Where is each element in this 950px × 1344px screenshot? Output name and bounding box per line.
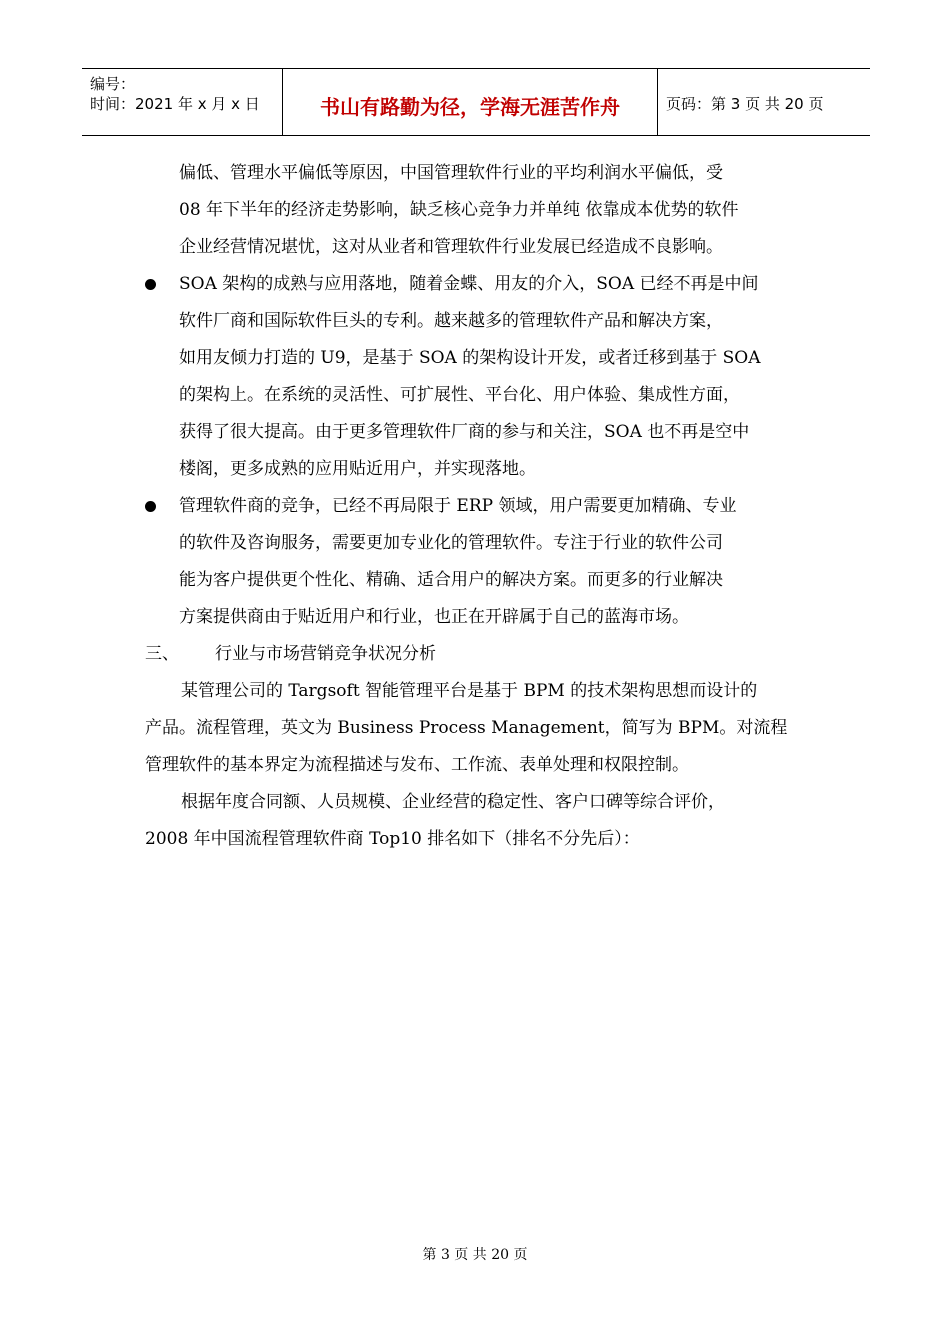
bullet-dot-icon [145,279,156,290]
paragraph-bpm [145,673,815,784]
bullet-item-soa [145,266,815,488]
text-line: 管理软件的基本界定为流程描述与发布、工作流、表单处理和权限控制。 [145,755,689,775]
document-number-label: 编号： [90,75,136,93]
text-line: 某管理公司的 Targsoft 智能管理平台是基于 BPM 的技术架构思想而设计的 [181,681,758,701]
text-line: SOA 架构的成熟与应用落地，随着金蝶、用友的介入，SOA 已经不再是中间 [179,274,759,294]
header-left-cell [82,69,282,135]
text-line: 方案提供商由于贴近用户和行业，也正在开辟属于自己的蓝海市场。 [179,607,689,627]
page-header [82,68,870,136]
text-line: 楼阁，更多成熟的应用贴近用户，并实现落地。 [179,459,536,479]
text-line: 2008 年中国流程管理软件商 Top10 排名如下（排名不分先后）： [145,829,640,849]
text-line: 偏低、管理水平偏低等原因，中国管理软件行业的平均利润水平偏低，受 [179,163,723,183]
text-line: 能为客户提供更个性化、精确、适合用户的解决方案。而更多的行业解决 [179,570,723,590]
section-number: 三、 [145,644,179,664]
paragraph-ranking [145,784,815,858]
text-line: 根据年度合同额、人员规模、企业经营的稳定性、客户口碑等综合评价， [181,792,725,812]
text-line: 的软件及咨询服务，需要更加专业化的管理软件。专注于行业的软件公司 [179,533,723,553]
page-footer: 第 3 页 共 20 页 [422,1247,528,1263]
document-time-label: 时间：2021 年 x 月 x 日 [90,95,260,113]
text-line: 08 年下半年的经济走势影响，缺乏核心竞争力并单纯 依靠成本优势的软件 [179,200,739,220]
header-page-info: 页码：第 3 页 共 20 页 [666,94,824,113]
header-motto: 书山有路勤为径，学海无涯苦作舟 [282,69,658,135]
intro-paragraph [145,155,815,266]
text-line: 获得了很大提高。由于更多管理软件厂商的参与和关注，SOA 也不再是空中 [179,422,750,442]
bullet-dot-icon [145,501,156,512]
text-line: 软件厂商和国际软件巨头的专利。越来越多的管理软件产品和解决方案， [179,311,723,331]
section-title: 行业与市场营销竞争状况分析 [215,644,436,664]
text-line: 管理软件商的竞争，已经不再局限于 ERP 领域，用户需要更加精确、专业 [179,496,737,516]
bullet-item-competition [145,488,815,636]
text-line: 产品。流程管理，英文为 Business Process Management，简写为 BPM。对流程 [145,718,788,738]
document-body [145,155,815,858]
text-line: 企业经营情况堪忧，这对从业者和管理软件行业发展已经造成不良影响。 [179,237,723,257]
section-heading [145,636,815,673]
text-line: 如用友倾力打造的 U9，是基于 SOA 的架构设计开发，或者迁移到基于 SOA [179,348,761,368]
text-line: 的架构上。在系统的灵活性、可扩展性、平台化、用户体验、集成性方面， [179,385,740,405]
